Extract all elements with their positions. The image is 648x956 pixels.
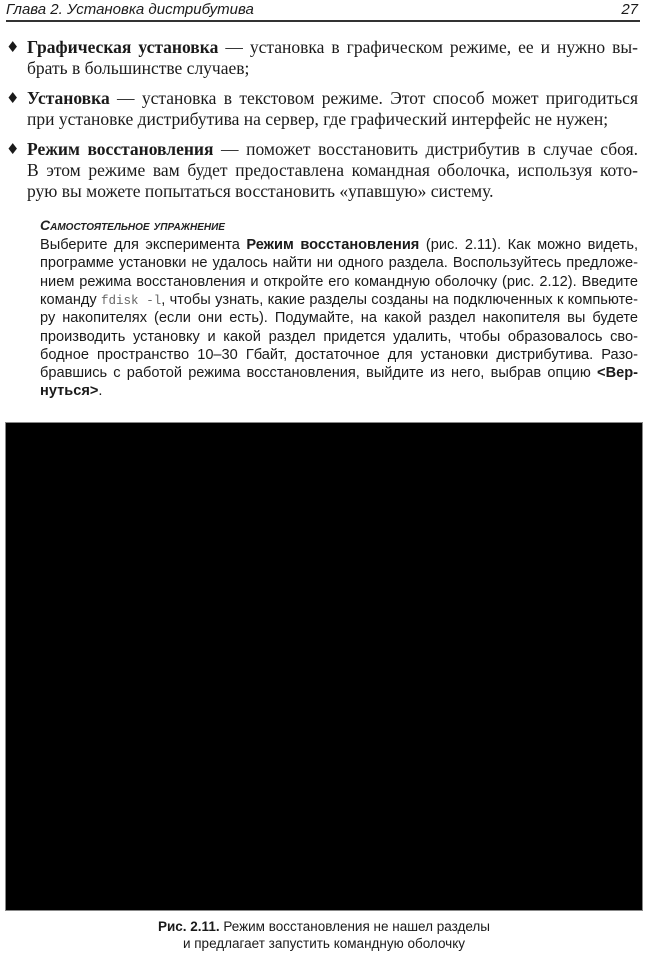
figure-screenshot [5,422,643,911]
exercise-line: бравшись с работой режима восстановления, выйдите из него, выбрав опцию <Вер- [40,365,638,382]
figure-caption: Рис. 2.11. Режим восстановления не нашел разделы [157,919,491,934]
running-header [6,0,640,22]
exercise-line: бодное пространство 10–30 Гбайт, достаточное для установки дистрибутива. Разо- [40,346,638,363]
exercise-line: нием режима восстановления и откройте его командную оболочку (рис. 2.12). Введите [40,273,638,290]
bullet-line: при установке дистрибутива на сервер, где графический интерфейс не нужен; [27,109,609,129]
bullet-line: брать в большинстве случаев; [27,58,250,78]
command-code: fdisk -l [101,293,162,308]
bullet-line: рую вы можете попытаться восстановить «упавшую» систему. [27,181,494,201]
exercise-line: команду fdisk -l, чтобы узнать, какие разделы созданы на подключенных к компьюте- [40,291,638,308]
diamond-bullet-icon: ♦ [6,38,20,56]
bullet-line: Графическая установка — установка в графическом режиме, ее и нужно вы- [27,37,638,57]
exercise-line: производить установку и какой раздел придется удалить, чтобы образовалось сво- [40,328,638,345]
bullet-line: Установка — установка в текстовом режиме. Этот способ может пригодиться [27,88,638,108]
exercise-line: программе установки не удалось найти ни одного раздела. Воспользуйтесь предложе- [40,255,638,272]
exercise-line: ру накопителях (если они есть). Подумайте, на какой раздел накопителя вы будете [40,310,638,327]
figure-caption-line2: и предлагает запустить командную оболочку [182,936,466,951]
exercise-line: нуться>. [40,383,103,400]
diamond-bullet-icon: ♦ [6,140,20,158]
bullet-line: В этом режиме вам будет предоставлена командная оболочка, используя кото- [27,160,638,180]
chapter-title: Глава 2. Установка дистрибутива [6,1,254,18]
exercise-line: Выберите для эксперимента Режим восстановления (рис. 2.11). Как можно видеть, [40,237,638,253]
bullet-line: Режим восстановления — поможет восстановить дистрибутив в случае сбоя. [27,139,638,159]
diamond-bullet-icon: ♦ [6,89,20,107]
exercise-title: Самостоятельное упражнение [40,217,225,233]
page-number: 27 [621,1,638,18]
